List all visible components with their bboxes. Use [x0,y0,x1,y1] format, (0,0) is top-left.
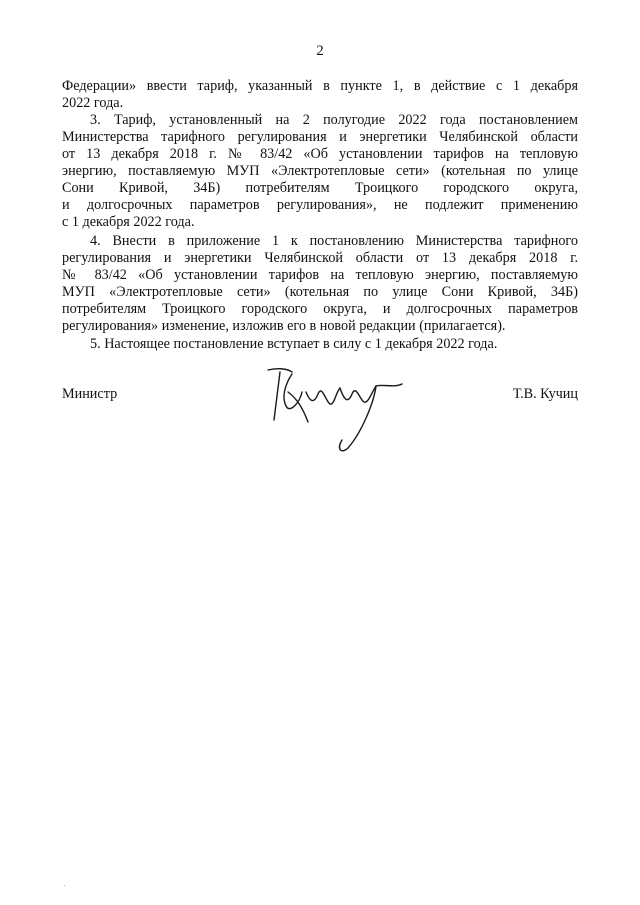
handwritten-signature [262,362,422,454]
signer-role: Министр [62,386,118,402]
scan-speck [64,885,65,886]
paragraph-line: Министерства тарифного регулирования и энергетики Челябинской области [62,129,578,145]
paragraph-line: и долгосрочных параметров регулирования», не подлежит применению [62,197,578,213]
signer-name: Т.В. Кучиц [512,386,578,402]
paragraph-line: регулирования и энергетики Челябинской области от 13 декабря 2018 г. [62,250,578,266]
paragraph-line: 3. Тариф, установленный на 2 полугодие 2022 года постановлением [90,112,578,128]
paragraph-line: Федерации» ввести тариф, указанный в пункте 1, в действие с 1 декабря [62,78,578,94]
page-number: 2 [316,43,324,59]
paragraph-line: МУП «Электротепловые сети» (котельная по улице Сони Кривой, 34Б) [62,284,578,300]
paragraph-line: Сони Кривой, 34Б) потребителям Троицкого городского округа, [62,180,578,196]
paragraph-line: регулирования» изменение, изложив его в новой редакции (прилагается). [62,318,506,334]
paragraph-line: 2022 года. [62,95,124,111]
paragraph-line: с 1 декабря 2022 года. [62,214,195,230]
paragraph-line: № 83/42 «Об установлении тарифов на тепловую энергию, поставляемую [62,267,578,283]
paragraph-line: энергию, поставляемую МУП «Электротепловые сети» (котельная по улице [62,163,578,179]
paragraph-line: 4. Внести в приложение 1 к постановлению Министерства тарифного [90,233,578,249]
paragraph-line: потребителям Троицкого городского округа, и долгосрочных параметров [62,301,578,317]
paragraph-line: от 13 декабря 2018 г. № 83/42 «Об установлении тарифов на тепловую [62,146,578,162]
paragraph-line: 5. Настоящее постановление вступает в силу с 1 декабря 2022 года. [90,336,498,352]
